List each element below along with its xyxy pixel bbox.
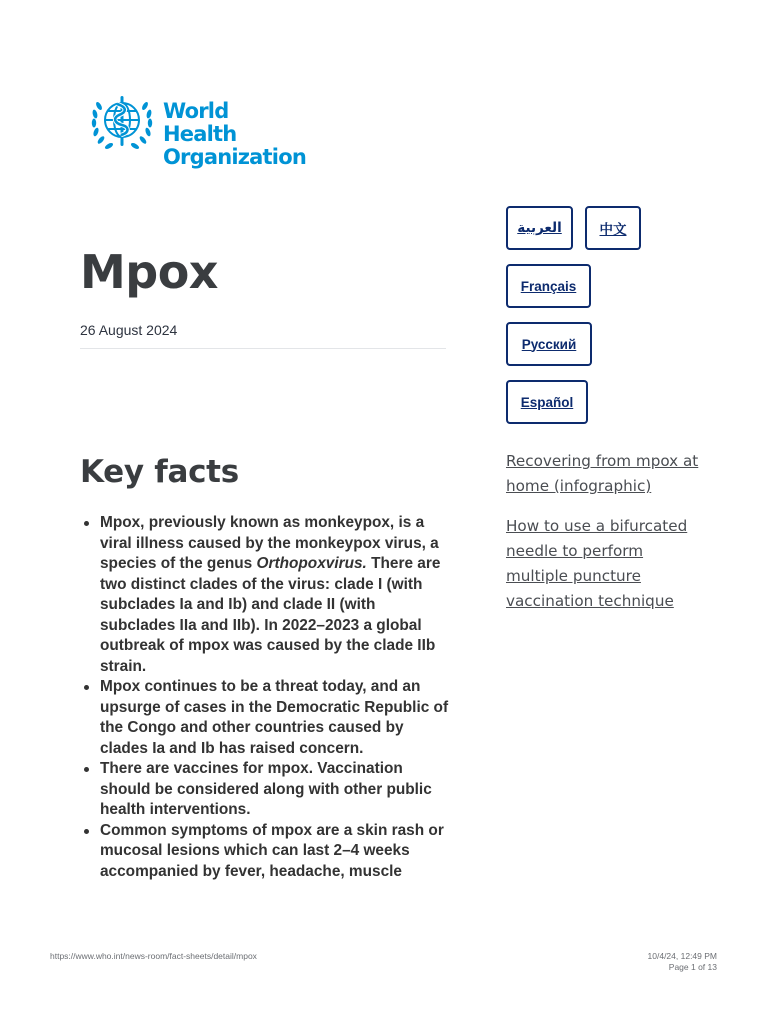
language-chinese-button[interactable]: 中文 xyxy=(585,206,641,250)
publish-date: 26 August 2024 xyxy=(80,322,178,338)
language-russian-button[interactable]: Русский xyxy=(506,322,592,366)
logo-line-1: World Health xyxy=(163,99,237,146)
key-fact-genus: Orthopoxvirus. xyxy=(256,555,367,572)
key-fact-item: There are vaccines for mpox. Vaccination should be considered along with other public health interventions. xyxy=(80,759,452,821)
logo-line-2: Organization xyxy=(163,145,306,169)
language-arabic-button[interactable]: العربية xyxy=(506,206,573,250)
language-spanish-button[interactable]: Español xyxy=(506,380,588,424)
footer-meta xyxy=(648,951,717,973)
who-emblem-icon xyxy=(89,92,155,156)
key-facts-list xyxy=(80,513,452,882)
page-title: Mpox xyxy=(80,245,218,299)
related-link-recovering-at-home[interactable]: Recovering from mpox at home (infographic) xyxy=(506,452,699,495)
footer-timestamp: 10/4/24, 12:49 PM xyxy=(647,951,717,961)
key-fact-item xyxy=(80,513,452,677)
language-french-button[interactable]: Français xyxy=(506,264,591,308)
related-links xyxy=(506,449,706,614)
key-fact-text-end: There are two distinct clades of the virus: clade I (with subclades Ia and Ib) and clade II (with subclades IIa and IIb). In 2022–2023 a global outbreak of mpox was caused by the clade IIb strain. xyxy=(100,555,441,675)
key-fact-item: Mpox continues to be a threat today, and an upsurge of cases in the Democratic Republic of the Congo and other countries caused by clades Ia and Ib has raised concern. xyxy=(80,677,452,759)
who-logo[interactable] xyxy=(89,92,306,169)
key-facts-heading: Key facts xyxy=(80,454,239,490)
key-fact-text-start: Mpox, previously known as monkeypox, is a viral illness caused by the monkeypox virus, a species of the genus xyxy=(100,514,439,572)
logo-wordmark xyxy=(163,100,306,169)
footer-url: https://www.who.int/news-room/fact-sheets/detail/mpox xyxy=(50,951,257,961)
title-divider xyxy=(80,348,446,349)
footer-page-number: Page 1 of 13 xyxy=(668,962,717,972)
related-link-bifurcated-needle[interactable]: How to use a bifurcated needle to perform multiple puncture vaccination technique xyxy=(506,517,688,610)
key-fact-item: Common symptoms of mpox are a skin rash or mucosal lesions which can last 2–4 weeks accompanied by fever, headache, muscle xyxy=(80,821,452,883)
